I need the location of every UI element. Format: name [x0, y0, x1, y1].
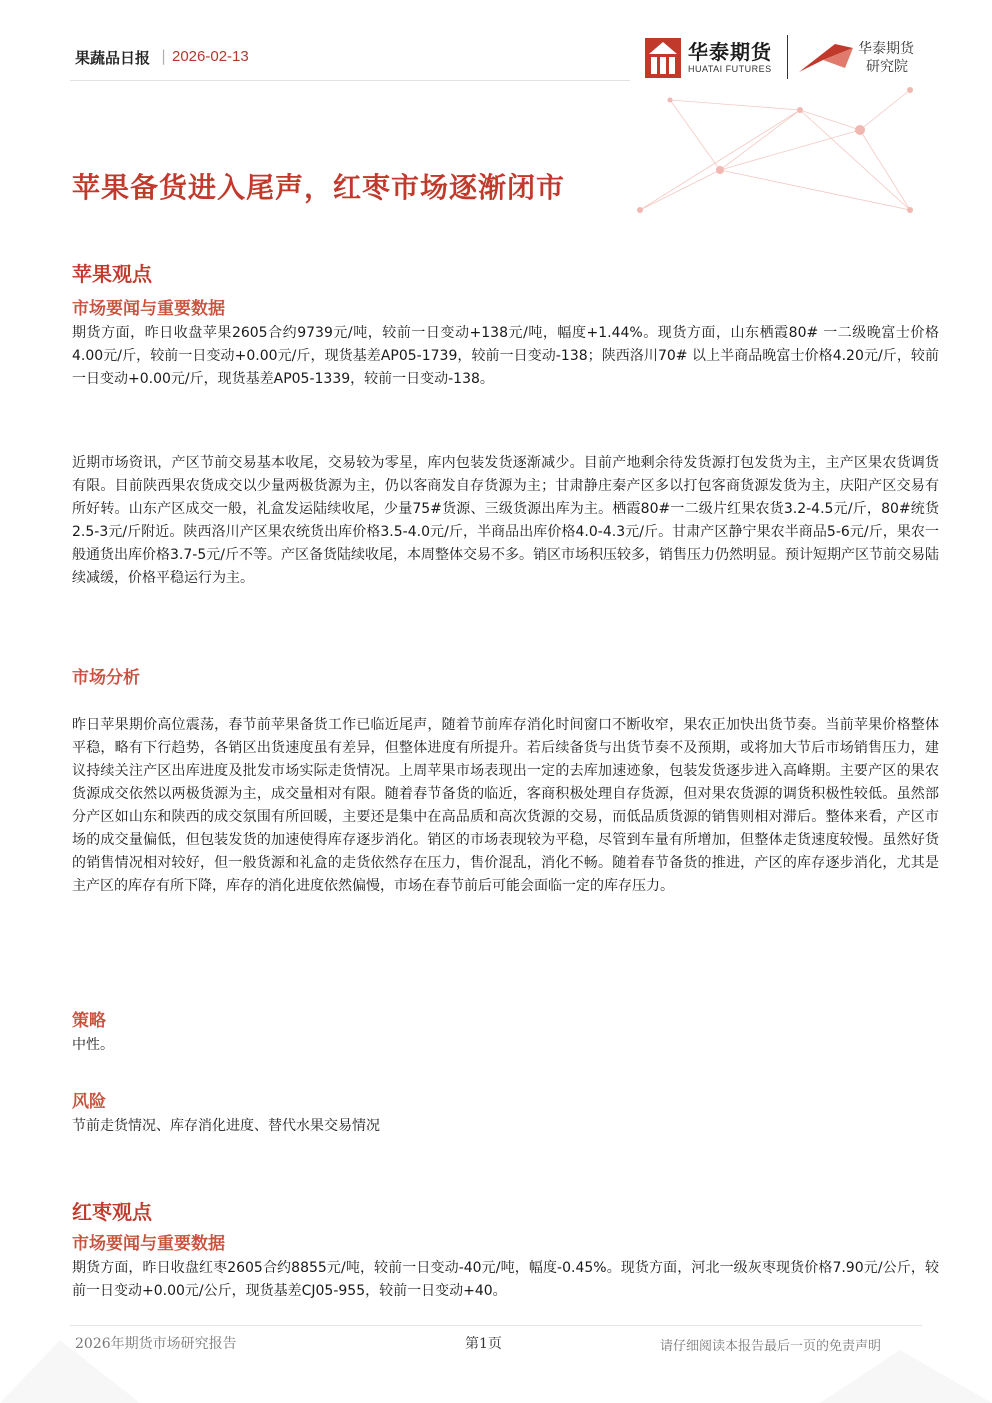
jujube-section-heading: 红枣观点 [72, 1200, 152, 1224]
apple-analysis-paragraph: 昨日苹果期价高位震荡，春节前苹果备货工作已临近尾声，随着节前库存消化时间窗口不断收窄，果农正加快出货节奏。当前苹果价格整体平稳，略有下行趋势，各销区出货速度虽有差异，但整体进度有所提升。若后续备货与出货节奏不及预期，或将加大节后市场销售压力，建议持续关注产区出库进度及批发市场实际走货情况。上周苹果市场表现出一定的去库加速迹象，包装发货逐步进入高峰期。主要产区的果农货源成交依然以两极货源为主，成交量相对有限。随着春节备货的临近，客商积极处理自存货源，但对果农货源的调货积极性较低。虽然部分产区如山东和陕西的成交氛围有所回暖，主要还是集中在高品质和高次货源的交易，而低品质货源的销售则相对滞后。整体来看，产区市场的成交量偏低，但包装发货的加速使得库存逐步消化。销区的市场表现较为平稳，尽管到车量有所增加，但整体走货速度较慢。虽然好货的销售情况相对较好，但一般货源和礼盒的走货依然存在压力，售价混乱，消化不畅。随着春节备货的推进，产区的库存逐步消化，尤其是主产区的库存有所下降，库存的消化进度依然偏慢，市场在春节前后可能会面临一定的库存压力。 [72, 717, 939, 894]
apple-risk-text: 节前走货情况、库存消化进度、替代水果交易情况 [72, 1118, 380, 1134]
apple-news-heading: 市场要闻与重要数据 [72, 299, 225, 319]
logo-name-cn: 华泰期货 [688, 40, 772, 64]
page-number: 第1页 [465, 1336, 502, 1352]
report-title: 苹果备货进入尾声，红枣市场逐渐闭市 [72, 171, 566, 204]
huatai-logo-icon [645, 38, 681, 78]
apple-analysis-heading: 市场分析 [72, 668, 140, 688]
report-type: 果蔬品日报 [75, 49, 151, 67]
apple-risk-heading: 风险 [72, 1092, 106, 1112]
footer-report-name: 2026年期货市场研究报告 [75, 1336, 237, 1352]
header-divider [70, 80, 630, 81]
research-institute-logo-icon [797, 38, 855, 74]
apple-strategy-heading: 策略 [72, 1011, 106, 1031]
apple-news-paragraph-2: 近期市场资讯，产区节前交易基本收尾，交易较为零星，库内包装发货逐渐减少。目前产地剩余待发货源打包发货为主，主产区果农货调货有限。目前陕西果农货成交以少量两极货源为主，仍以客商发自存货源为主；甘肃静庄秦产区多以打包客商货源发货为主，庆阳产区交易有所好转。山东产区成交一般，礼盒发运陆续收尾，少量75#货源、三级货源出库为主。栖霞80#一二级片红果农货3.2-4.5元/斤，80#统货2.5-3元/斤附近。陕西洛川产区果农统货出库价格3.5-4.0元/斤，半商品出库价格4.0-4.3元/斤。甘肃产区静宁果农半商品5-6元/斤，果农一般通货出库价格3.7-5元/斤不等。产区备货陆续收尾，本周整体交易不多。销区市场积压较多，销售压力仍然明显。预计短期产区节前交易陆续减缓，价格平稳运行为主。 [72, 455, 939, 586]
apple-strategy-text: 中性。 [72, 1037, 114, 1053]
apple-news-paragraph-1: 期货方面，昨日收盘苹果2605合约9739元/吨，较前一日变动+138元/吨，幅度+1.44%。现货方面，山东栖霞80# 一二级晚富士价格4.00元/斤，较前一日变动+0.00元/斤，现货基差AP05-1739，较前一日变动-138；陕西洛川70# 以上半商品晚富士价格4.20元/斤，较前一日变动+0.00元/斤，现货基差AP05-1339，较前一日变动-138。 [72, 325, 939, 387]
jujube-news-paragraph-1: 期货方面，昨日收盘红枣2605合约8855元/吨，较前一日变动-40元/吨，幅度-0.45%。现货方面，河北一级灰枣现货价格7.90元/公斤，较前一日变动+0.00元/公斤，现货基差CJ05-955，较前一日变动+40。 [72, 1260, 939, 1299]
logo-divider [787, 35, 788, 79]
footer-divider [70, 1325, 922, 1326]
apple-section-heading: 苹果观点 [72, 262, 152, 286]
jujube-news-heading: 市场要闻与重要数据 [72, 1234, 225, 1254]
report-header [0, 0, 992, 230]
logo-name-en: HUATAI FUTURES [688, 64, 772, 74]
network-decoration-icon [600, 70, 930, 230]
institute-name: 华泰期货 [858, 41, 914, 57]
institute-subname: 研究院 [866, 59, 908, 75]
header-separator: | [161, 47, 167, 65]
report-date: 2026-02-13 [172, 48, 249, 65]
disclaimer-note: 请仔细阅读本报告最后一页的免责声明 [660, 1339, 882, 1354]
